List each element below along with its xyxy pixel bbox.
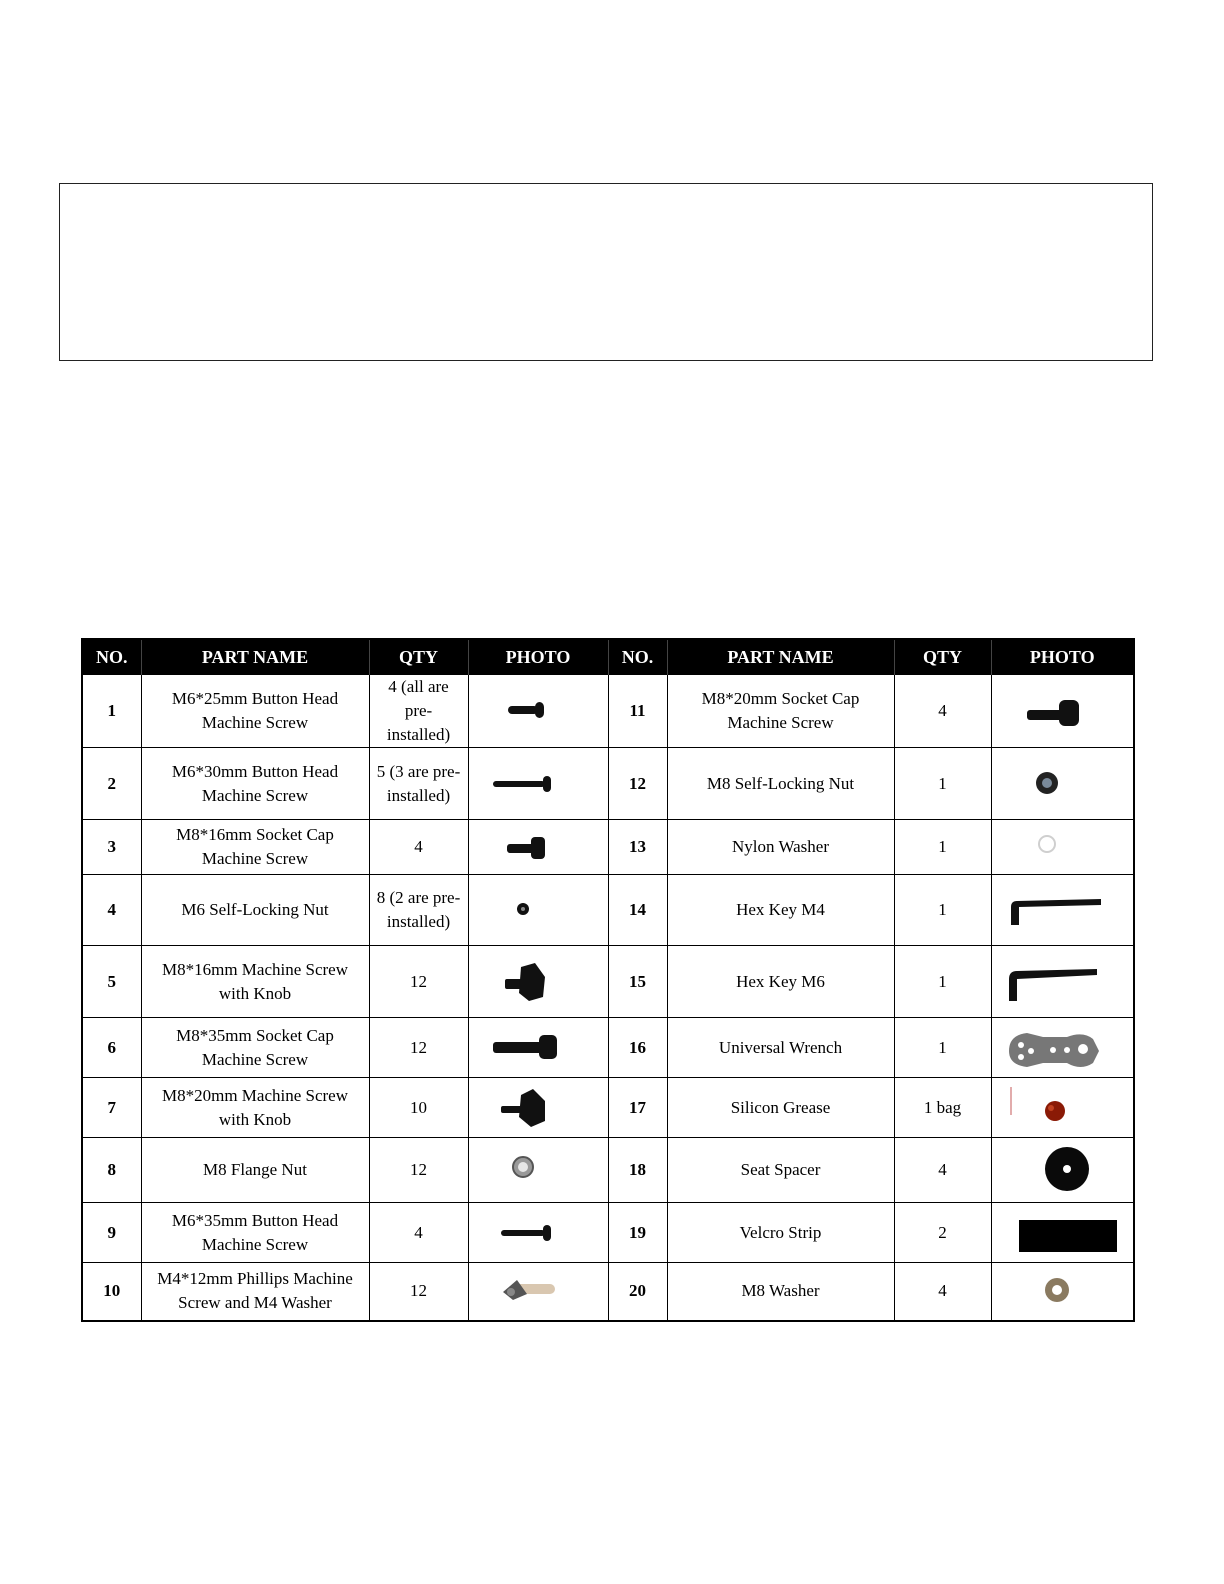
- washer-icon: [997, 1264, 1127, 1318]
- hex-key-large-icon: [997, 955, 1127, 1009]
- knob-screw-long-icon: [473, 1081, 603, 1135]
- part-number: 4: [82, 875, 141, 946]
- part-number: 15: [608, 946, 667, 1018]
- universal-wrench-icon: [997, 1021, 1127, 1075]
- table-row: [82, 748, 1134, 820]
- socket-cap-screw-short-icon: [473, 820, 603, 874]
- part-photo-cell: [991, 1018, 1134, 1078]
- part-number: 7: [82, 1078, 141, 1138]
- part-qty: 12: [369, 1018, 468, 1078]
- part-number: 17: [608, 1078, 667, 1138]
- part-photo-cell: [468, 1078, 608, 1138]
- part-name: Seat Spacer: [667, 1138, 894, 1203]
- part-photo-cell: [991, 946, 1134, 1018]
- part-name: Nylon Washer: [667, 820, 894, 875]
- part-photo-cell: [991, 1078, 1134, 1138]
- part-number: 6: [82, 1018, 141, 1078]
- part-photo-cell: [468, 946, 608, 1018]
- part-name: M8 Washer: [667, 1263, 894, 1321]
- part-qty: 10: [369, 1078, 468, 1138]
- table-row: [82, 1138, 1134, 1203]
- part-qty: 1: [894, 1018, 991, 1078]
- hex-key-icon: [997, 883, 1127, 937]
- part-name: M6*25mm Button Head Machine Screw: [141, 675, 369, 748]
- part-number: 13: [608, 820, 667, 875]
- table-row: [82, 875, 1134, 946]
- part-qty: 2: [894, 1203, 991, 1263]
- parts-table-body: [82, 675, 1134, 1321]
- part-photo-cell: [468, 820, 608, 875]
- small-nut-icon: [473, 883, 603, 937]
- part-photo-cell: [991, 875, 1134, 946]
- grease-bag-icon: [997, 1081, 1127, 1135]
- part-name: M8*35mm Socket Cap Machine Screw: [141, 1018, 369, 1078]
- part-number: 2: [82, 748, 141, 820]
- table-row: [82, 820, 1134, 875]
- part-name: Universal Wrench: [667, 1018, 894, 1078]
- button-screw-short-icon: [473, 684, 603, 738]
- part-name: M8*20mm Socket Cap Machine Screw: [667, 675, 894, 748]
- part-photo-cell: [468, 748, 608, 820]
- part-name: M8*20mm Machine Screw with Knob: [141, 1078, 369, 1138]
- part-name: M6*35mm Button Head Machine Screw: [141, 1203, 369, 1263]
- table-row: [82, 675, 1134, 748]
- lock-nut-icon: [997, 757, 1127, 811]
- part-photo-cell: [991, 1138, 1134, 1203]
- part-qty: 4: [369, 1203, 468, 1263]
- part-photo-cell: [991, 748, 1134, 820]
- part-qty: 4: [894, 1138, 991, 1203]
- part-number: 10: [82, 1263, 141, 1321]
- part-photo-cell: [468, 875, 608, 946]
- nylon-washer-icon: [997, 820, 1127, 874]
- phillips-screw-icon: [473, 1264, 603, 1318]
- part-qty: 8 (2 are pre-installed): [369, 875, 468, 946]
- header-qty: QTY: [369, 639, 468, 675]
- button-screw-long-icon: [473, 757, 603, 811]
- part-number: 16: [608, 1018, 667, 1078]
- notice-box: [59, 183, 1153, 361]
- header-no: NO.: [82, 639, 141, 675]
- button-screw-icon: [473, 1206, 603, 1260]
- part-photo-cell: [468, 1138, 608, 1203]
- part-photo-cell: [468, 675, 608, 748]
- part-qty: 1 bag: [894, 1078, 991, 1138]
- part-qty: 4: [894, 1263, 991, 1321]
- table-header-row: [82, 639, 1134, 675]
- part-qty: 1: [894, 820, 991, 875]
- header-photo: PHOTO: [468, 639, 608, 675]
- part-qty: 1: [894, 875, 991, 946]
- part-number: 12: [608, 748, 667, 820]
- part-photo-cell: [468, 1203, 608, 1263]
- part-photo-cell: [468, 1263, 608, 1321]
- part-photo-cell: [991, 1263, 1134, 1321]
- table-row: [82, 1263, 1134, 1321]
- part-name: M6 Self-Locking Nut: [141, 875, 369, 946]
- part-name: Silicon Grease: [667, 1078, 894, 1138]
- part-name: M8*16mm Socket Cap Machine Screw: [141, 820, 369, 875]
- part-name: M8*16mm Machine Screw with Knob: [141, 946, 369, 1018]
- table-row: [82, 1078, 1134, 1138]
- part-name: Velcro Strip: [667, 1203, 894, 1263]
- flange-nut-icon: [473, 1143, 603, 1197]
- part-number: 19: [608, 1203, 667, 1263]
- part-qty: 1: [894, 946, 991, 1018]
- part-number: 11: [608, 675, 667, 748]
- part-qty: 12: [369, 946, 468, 1018]
- part-number: 14: [608, 875, 667, 946]
- part-qty: 4 (all are pre-installed): [369, 675, 468, 748]
- header-photo: PHOTO: [991, 639, 1134, 675]
- table-row: [82, 946, 1134, 1018]
- part-number: 18: [608, 1138, 667, 1203]
- part-name: Hex Key M4: [667, 875, 894, 946]
- part-name: M8 Self-Locking Nut: [667, 748, 894, 820]
- part-photo-cell: [991, 820, 1134, 875]
- table-row: [82, 1203, 1134, 1263]
- header-part-name: PART NAME: [141, 639, 369, 675]
- header-part-name: PART NAME: [667, 639, 894, 675]
- socket-cap-screw-icon: [997, 684, 1127, 738]
- part-qty: 5 (3 are pre-installed): [369, 748, 468, 820]
- part-qty: 12: [369, 1138, 468, 1203]
- table-row: [82, 1018, 1134, 1078]
- part-photo-cell: [991, 675, 1134, 748]
- seat-spacer-icon: [997, 1143, 1127, 1197]
- part-name: M6*30mm Button Head Machine Screw: [141, 748, 369, 820]
- knob-screw-icon: [473, 955, 603, 1009]
- part-name: Hex Key M6: [667, 946, 894, 1018]
- part-number: 1: [82, 675, 141, 748]
- part-qty: 4: [894, 675, 991, 748]
- parts-table: [81, 638, 1135, 1322]
- part-number: 20: [608, 1263, 667, 1321]
- part-number: 9: [82, 1203, 141, 1263]
- part-qty: 1: [894, 748, 991, 820]
- part-qty: 4: [369, 820, 468, 875]
- part-name: M8 Flange Nut: [141, 1138, 369, 1203]
- part-number: 8: [82, 1138, 141, 1203]
- velcro-strip-icon: [997, 1206, 1127, 1260]
- part-photo-cell: [468, 1018, 608, 1078]
- part-photo-cell: [991, 1203, 1134, 1263]
- header-no: NO.: [608, 639, 667, 675]
- part-qty: 12: [369, 1263, 468, 1321]
- header-qty: QTY: [894, 639, 991, 675]
- part-number: 3: [82, 820, 141, 875]
- socket-cap-screw-long-icon: [473, 1021, 603, 1075]
- part-name: M4*12mm Phillips Machine Screw and M4 Washer: [141, 1263, 369, 1321]
- part-number: 5: [82, 946, 141, 1018]
